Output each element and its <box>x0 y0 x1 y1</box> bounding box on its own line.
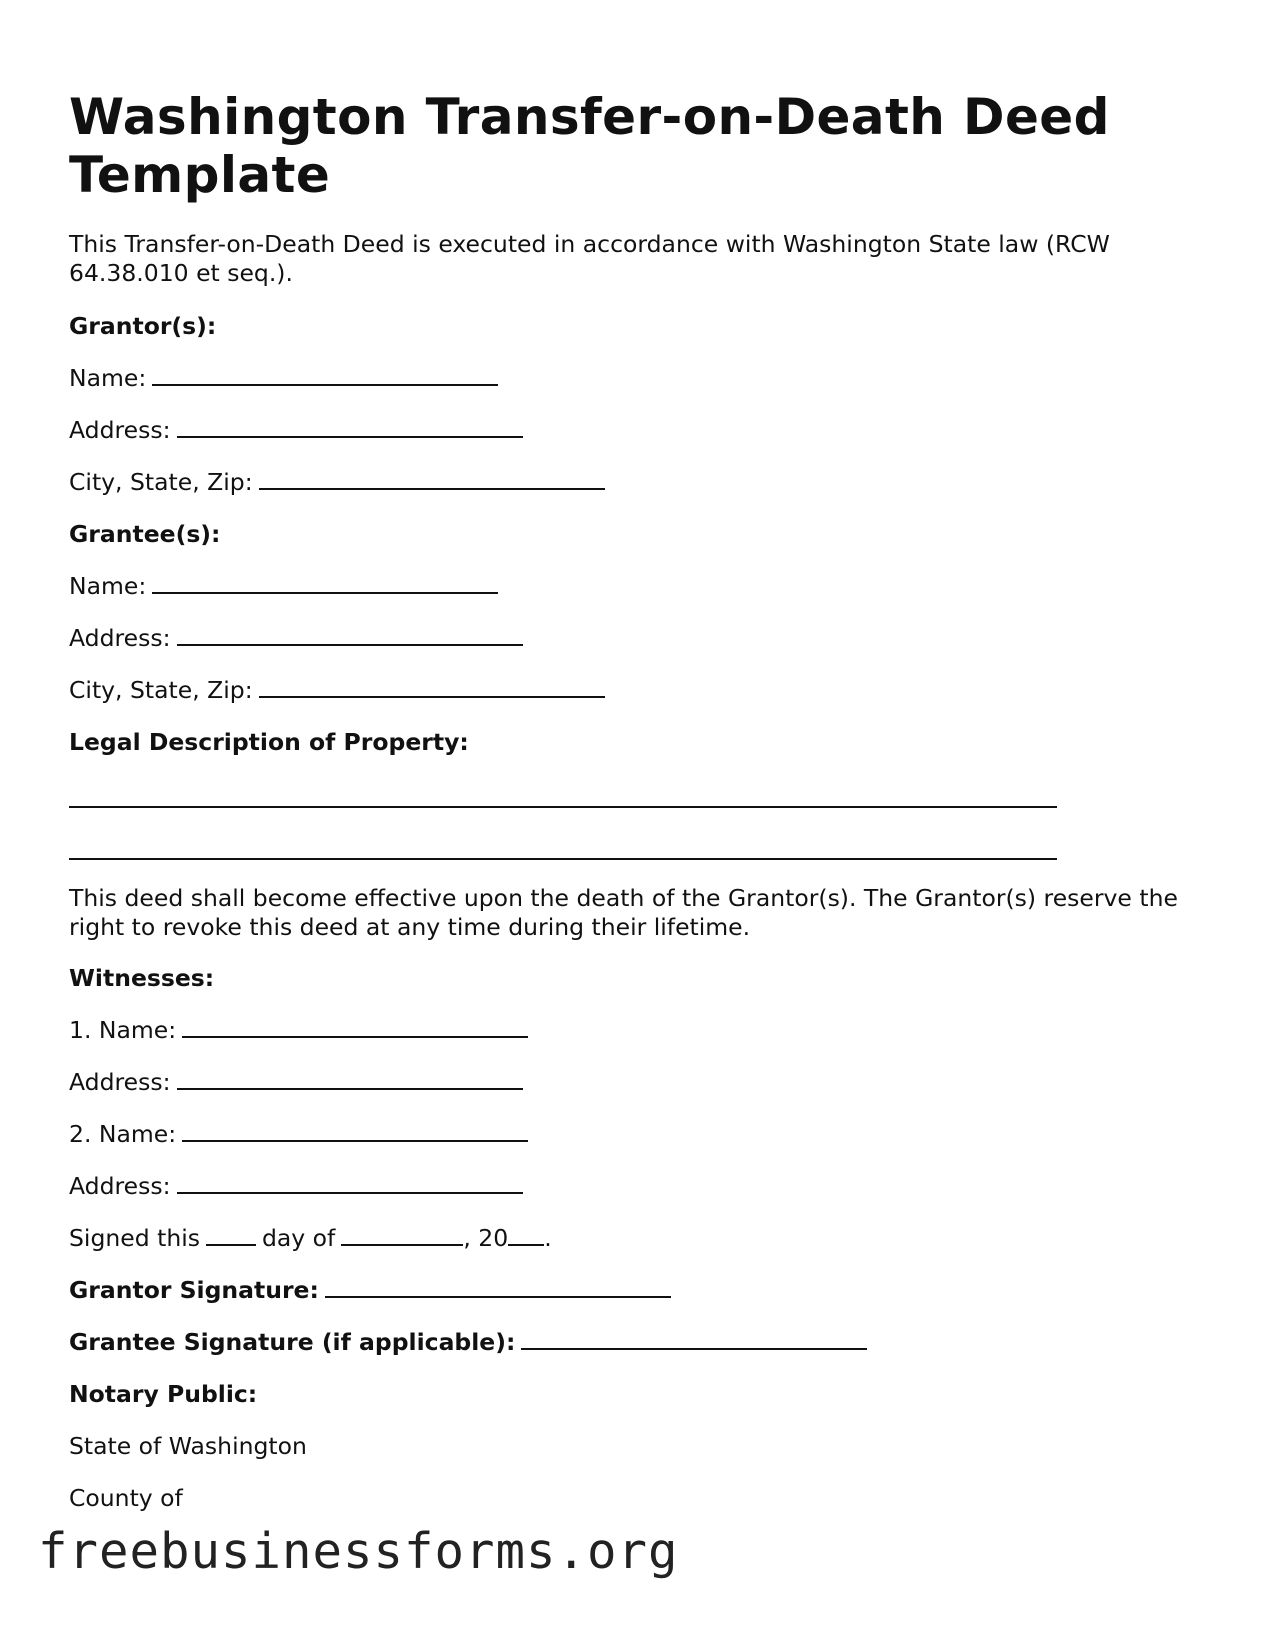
grantor-address-row <box>69 416 523 445</box>
grantee-city-row <box>69 676 605 705</box>
grantee-name-field[interactable] <box>152 572 498 594</box>
intro-paragraph: This Transfer-on-Death Deed is executed in accordance with Washington State law (RCW 64.38.010 et seq.). <box>69 230 1110 287</box>
grantee-signature-label: Grantee Signature (if applicable): <box>69 1328 516 1356</box>
property-description-field-2[interactable] <box>69 838 1057 860</box>
grantor-name-field[interactable] <box>152 364 498 386</box>
witness-1-name-field[interactable] <box>182 1016 528 1038</box>
effective-statement: This deed shall become effective upon the death of the Grantor(s). The Grantor(s) reserve the right to revoke this deed at any time during their lifetime. <box>69 884 1178 941</box>
witnesses-heading: Witnesses: <box>69 964 215 992</box>
witness-1-name-row <box>69 1016 528 1045</box>
witness-1-address-label: Address: <box>69 1068 171 1096</box>
grantee-address-row <box>69 624 523 653</box>
signed-date-row <box>69 1224 552 1253</box>
grantee-address-label: Address: <box>69 624 171 652</box>
grantee-city-field[interactable] <box>259 676 605 698</box>
witness-2-name-field[interactable] <box>182 1120 528 1142</box>
grantor-signature-row <box>69 1276 671 1305</box>
witness-2-name-row <box>69 1120 528 1149</box>
witness-2-address-label: Address: <box>69 1172 171 1200</box>
grantor-city-row <box>69 468 605 497</box>
grantee-signature-row <box>69 1328 867 1357</box>
grantor-city-label: City, State, Zip: <box>69 468 253 496</box>
grantor-signature-label: Grantor Signature: <box>69 1276 319 1304</box>
witness-1-address-row <box>69 1068 523 1097</box>
day-of-label: day of <box>261 1224 336 1252</box>
grantee-signature-field[interactable] <box>521 1328 867 1350</box>
grantor-name-label: Name: <box>69 364 147 392</box>
signed-day-field[interactable] <box>206 1224 256 1246</box>
grantee-address-field[interactable] <box>177 624 523 646</box>
witness-2-name-label: 2. Name: <box>69 1120 177 1148</box>
witness-1-name-label: 1. Name: <box>69 1016 177 1044</box>
notary-county-label: County of <box>69 1484 183 1512</box>
property-heading: Legal Description of Property: <box>69 728 469 756</box>
signed-year-field[interactable] <box>508 1224 544 1246</box>
notary-heading: Notary Public: <box>69 1380 258 1408</box>
grantee-city-label: City, State, Zip: <box>69 676 253 704</box>
grantee-name-row <box>69 572 498 601</box>
signed-month-field[interactable] <box>341 1224 463 1246</box>
notary-state: State of Washington <box>69 1432 307 1460</box>
witness-1-address-field[interactable] <box>177 1068 523 1090</box>
property-line-2 <box>69 838 1057 867</box>
grantee-name-label: Name: <box>69 572 147 600</box>
grantees-heading: Grantee(s): <box>69 520 221 548</box>
date-period: . <box>544 1224 552 1252</box>
year-prefix-label: , 20 <box>463 1224 509 1252</box>
property-description-field-1[interactable] <box>69 786 1057 808</box>
grantor-address-label: Address: <box>69 416 171 444</box>
grantor-city-field[interactable] <box>259 468 605 490</box>
document-title: Washington Transfer-on-Death Deed Template <box>69 88 1110 204</box>
witness-2-address-row <box>69 1172 523 1201</box>
witness-2-address-field[interactable] <box>177 1172 523 1194</box>
signed-this-label: Signed this <box>69 1224 200 1252</box>
grantor-signature-field[interactable] <box>325 1276 671 1298</box>
grantor-address-field[interactable] <box>177 416 523 438</box>
property-line-1 <box>69 786 1057 815</box>
grantor-name-row <box>69 364 498 393</box>
grantors-heading: Grantor(s): <box>69 312 217 340</box>
watermark: freebusinessforms.org <box>38 1523 679 1580</box>
